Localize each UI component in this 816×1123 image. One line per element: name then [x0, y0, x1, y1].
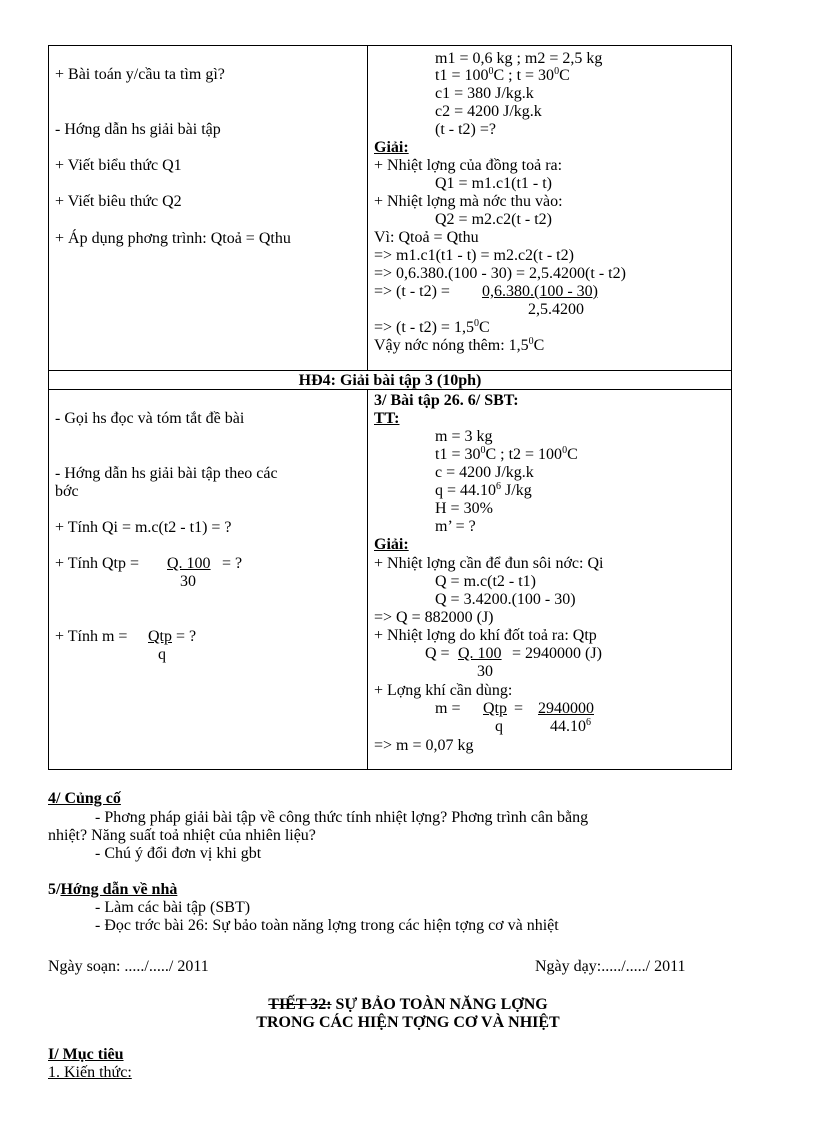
- cungco-line-1: - Phơng pháp giải bài tập về công thức tính nhiệt lợng? Phơng trình cân bằng: [95, 809, 589, 826]
- s1-sol-2: Q1 = m1.c1(t1 - t): [435, 175, 552, 192]
- table-border-bottom: [48, 769, 732, 770]
- s1-left-3: + Viết biểu thức Q1: [55, 157, 182, 174]
- s2-tt-label: TT:: [374, 410, 400, 427]
- s2-left-5-denominator: 30: [180, 573, 196, 590]
- s2-sol-7: + Lợng khí cần dùng:: [374, 682, 513, 699]
- s2-giai-label: Giải:: [374, 536, 409, 553]
- huongdan-line-1: - Làm các bài tập (SBT): [95, 899, 251, 916]
- s2-left-5-suffix: = ?: [222, 555, 243, 572]
- s1-sol-7: => 0,6.380.(100 - 30) = 2,5.4200(t - t2): [374, 265, 626, 282]
- s1-giai-label: Giải:: [374, 139, 409, 156]
- s2-left-5-prefix: + Tính Qtp =: [55, 555, 139, 572]
- table-border-top: [48, 45, 732, 46]
- s2-sol-6-numerator: Q. 100: [458, 645, 502, 662]
- s1-sol-9: => $(t - t2) = 1,5^0C$: [374, 318, 490, 336]
- s1-given-c1: c1 = 380 J/kg.k: [435, 85, 534, 102]
- s1-left-2: - Hớng dẫn hs giải bài tập: [55, 121, 221, 138]
- s2-left-6-denominator: q: [158, 646, 166, 663]
- s2-given-temps: $t1 = 30^0C$ ; $t2 = 100^0C$: [435, 445, 578, 463]
- s2-left-6-numerator: Qtp: [148, 628, 172, 645]
- s1-left-5: + Áp dụng phơng trình: Qtoả = Qthu: [55, 230, 291, 247]
- s2-sol-9: => m = 0,07 kg: [374, 737, 474, 754]
- s2-sol-8-denominator2: 44.10$^6$: [550, 717, 591, 735]
- s2-left-6-suffix: = ?: [176, 628, 197, 645]
- s1-sol-8-prefix: => (t - t2) =: [374, 283, 450, 300]
- s2-left-1: - Gọi hs đọc và tóm tắt đề bài: [55, 410, 245, 427]
- hd4-header: HĐ4: Giải bài tập 3 (10ph): [298, 372, 482, 389]
- huongdan-line-2: - Đọc trớc bài 26: Sự bảo toàn năng lợng trong các hiện tợng cơ và nhiệt: [95, 917, 559, 934]
- huongdan-heading: 5/Hớng dẫn về nhà: [48, 881, 178, 898]
- column-divider-lower: [367, 389, 368, 770]
- s1-sol-8-denominator: 2,5.4200: [528, 301, 584, 318]
- ngay-day: Ngày dạy:...../...../ 2011: [535, 958, 686, 975]
- s1-sol-1: + Nhiệt lợng của đồng toả ra:: [374, 157, 563, 174]
- column-divider-upper: [367, 45, 368, 371]
- s2-sol-4: => Q = 882000 (J): [374, 609, 494, 626]
- s2-sol-8-equals: =: [514, 700, 524, 717]
- s2-given-unknown: m’ = ?: [435, 518, 476, 535]
- s1-left-4: + Viết biêu thức Q2: [55, 193, 182, 210]
- s2-sol-8-numerator1: Qtp: [483, 700, 507, 717]
- table-border-left: [48, 45, 49, 770]
- s2-sol-8-numerator2: 2940000: [538, 700, 594, 717]
- s2-left-6-prefix: + Tính m =: [55, 628, 128, 645]
- s1-sol-8-numerator: 0,6.380.(100 - 30): [482, 283, 598, 300]
- s1-given-unknown: (t - t2) =?: [435, 121, 496, 138]
- ngay-soan: Ngày soạn: ...../...../ 2011: [48, 958, 209, 975]
- s2-left-5-numerator: Q. 100: [167, 555, 211, 572]
- cungco-title: 4/ Củng cố: [48, 790, 121, 807]
- s2-sol-6-prefix: Q =: [425, 645, 450, 662]
- s2-sol-3: Q = 3.4200.(100 - 30): [435, 591, 576, 608]
- s1-sol-4: Q2 = m2.c2(t - t2): [435, 211, 552, 228]
- s2-sol-5: + Nhiệt lợng do khí đốt toả ra: Qtp: [374, 627, 597, 644]
- s2-title: 3/ Bài tập 26. 6/ SBT:: [374, 392, 519, 409]
- s1-sol-5: Vì: Qtoả = Qthu: [374, 229, 479, 246]
- s1-given-masses: m1 = 0,6 kg ; m2 = 2,5 kg: [435, 50, 603, 67]
- s2-given-h: H = 30%: [435, 500, 493, 517]
- tiet-title-line2: TRONG CÁC HIỆN TỢNG CƠ VÀ NHIỆT: [256, 1014, 560, 1031]
- s1-sol-6: => m1.c1(t1 - t) = m2.c2(t - t2): [374, 247, 574, 264]
- s1-sol-10: Vậy nớc nóng thêm: $1,5^0C$: [374, 336, 545, 354]
- s2-given-m: m = 3 kg: [435, 428, 493, 445]
- s1-given-temps: $t1 = 100^0C$ ; $t = 30^0C$: [435, 66, 570, 84]
- s1-left-1: + Bài toán y/cầu ta tìm gì?: [55, 66, 225, 83]
- cungco-line-3: - Chú ý đổi đơn vị khi gbt: [95, 845, 262, 862]
- cungco-line-2: nhiệt? Năng suất toả nhiệt của nhiên liệu?: [48, 827, 316, 844]
- s1-given-c2: c2 = 4200 J/kg.k: [435, 103, 542, 120]
- s2-sol-8-denominator1: q: [495, 718, 503, 735]
- s2-sol-6-denominator: 30: [477, 663, 493, 680]
- kienthuc-heading: 1. Kiến thức:: [48, 1064, 132, 1081]
- s2-sol-8-prefix: m =: [435, 700, 461, 717]
- s2-left-3: bớc: [55, 483, 79, 500]
- row-divider-1: [48, 370, 732, 371]
- tiet-title-line1: TIẾT 32: SỰ BẢO TOÀN NĂNG LỢNG: [268, 996, 548, 1013]
- table-border-right: [731, 45, 732, 770]
- s2-sol-1: + Nhiệt lợng cần để đun sôi nớc: Qi: [374, 555, 604, 572]
- s1-sol-3: + Nhiệt lợng mà nớc thu vào:: [374, 193, 563, 210]
- s2-given-c: c = 4200 J/kg.k: [435, 464, 534, 481]
- s2-sol-6-result: = 2940000 (J): [512, 645, 602, 662]
- s2-given-q: $q = 44.10^6$ J/kg: [435, 481, 532, 499]
- muctieu-heading: I/ Mục tiêu: [48, 1046, 124, 1063]
- s2-left-4: + Tính Qi = m.c(t2 - t1) = ?: [55, 519, 232, 536]
- s2-left-2: - Hớng dẫn hs giải bài tập theo các: [55, 465, 278, 482]
- s2-sol-2: Q = m.c(t2 - t1): [435, 573, 536, 590]
